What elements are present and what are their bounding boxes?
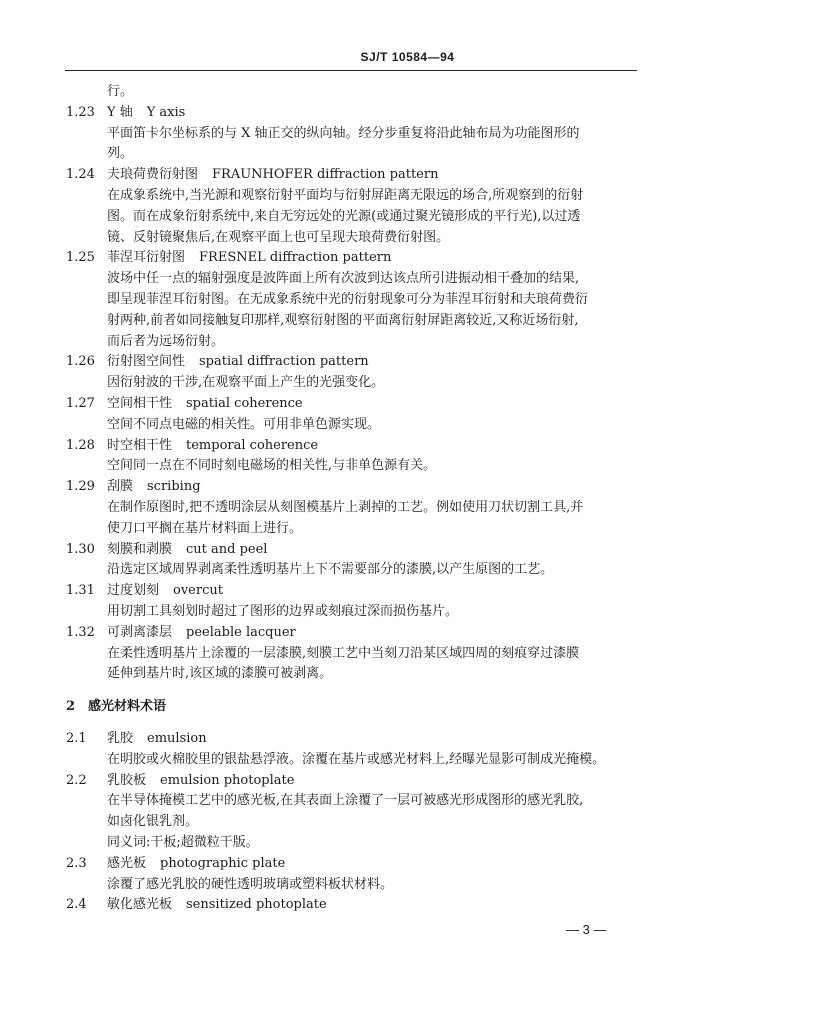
section-title: 感光材料术语 [88,698,167,714]
term-1-27-number: 1.27 [66,396,95,411]
term-2-2-title [107,771,294,791]
term-english: Y axis [146,104,186,120]
term-english: temporal coherence [186,437,319,453]
page-number: — 3 — [566,922,607,937]
document-code-header: SJ/T 10584—94 [360,50,455,64]
term-1-26-number: 1.26 [66,354,95,370]
term-chinese: 乳胶板 [107,772,147,788]
term-definition-line: 波场中任一点的辐射强度是波阵面上所有次波到达该点所引进振动相干叠加的结果, [107,271,580,287]
term-english: sensitized photoplate [186,897,327,913]
term-definition-line: 沿选定区域周界剥离柔性透明基片上下不需要部分的漆膜,以产生原图的工艺。 [107,562,554,578]
term-definition-line: 射两种,前者如同接触复印那样,观察衍射图的平面离衍射屏距离较近,又称近场衍射, [107,312,579,328]
term-english: FRESNEL diffraction pattern [199,250,392,266]
term-english: spatial diffraction pattern [199,354,369,370]
term-2-4-number: 2.4 [66,897,87,913]
term-definition-line: 空间不同点电磁的相关性。可用非单色源实现。 [107,416,381,432]
term-1-24-title [107,165,438,185]
term-chinese: 衍射图空间性 [107,354,186,370]
term-1-24-number: 1.24 [66,167,95,183]
term-definition-line: 使刀口平搁在基片材料面上进行。 [107,520,303,536]
term-chinese: 过度划刻 [107,583,160,599]
term-chinese: 夫琅荷费衍射图 [107,167,199,183]
term-2-1-title [107,729,207,749]
term-definition-line: 镜、反射镜聚焦后,在观察平面上也可呈现夫琅荷费衍射图。 [107,229,450,245]
term-definition-line: 用切割工具刻划时超过了图形的边界或刻痕过深而损伤基片。 [107,604,459,619]
term-2-1-number: 2.1 [66,730,87,746]
term-english: photographic plate [160,855,286,871]
term-1-31-title [107,581,223,601]
term-chinese: 乳胶 [107,730,134,746]
term-2-3-title [107,854,285,874]
term-chinese: 刮膜 [107,479,134,495]
term-english: emulsion [147,730,207,746]
term-1-32-number: 1.32 [66,624,95,640]
term-definition-line: 平面笛卡尔坐标系的与 X 轴正交的纵向轴。经分步重复将沿此轴布局为功能图形的 [107,125,580,141]
term-english: emulsion photoplate [160,772,295,788]
term-2-3-number: 2.3 [66,855,87,871]
term-1-23-title [107,103,185,123]
term-1-29-number: 1.29 [66,479,95,495]
term-1-25-title [107,248,391,268]
term-1-28-title [107,436,318,456]
term-chinese: 敏化感光板 [107,897,173,913]
term-definition-line: 而后者为远场衍射。 [107,333,225,349]
term-chinese: 感光板 [107,855,147,871]
term-chinese: Y 轴 [107,104,133,120]
term-chinese: 时空相干性 [107,437,173,453]
term-1-28-number: 1.28 [66,437,95,453]
section-number: 2 [66,698,76,714]
term-1-27-title [107,394,303,414]
term-1-25-number: 1.25 [66,250,95,266]
continuation-text: 行。 [107,84,134,99]
term-english: FRAUNHOFER diffraction pattern [212,167,439,183]
term-definition-line: 在成象系统中,当光源和观察衍射平面均与衍射屏距离无限远的场合,所观察到的衍射 [107,188,584,203]
term-definition-line: 在半导体掩模工艺中的感光板,在其表面上涂覆了一层可被感光形成图形的感光乳胶, [107,793,584,809]
term-definition-line: 在制作原图时,把不透明涂层从刻图模基片上剥掉的工艺。例如使用刀状切割工具,并 [107,500,584,515]
term-definition-line: 同义词:干板;超微粒干版。 [107,834,259,850]
term-1-32-title [107,623,296,643]
term-chinese: 菲涅耳衍射图 [107,250,186,266]
term-1-26-title [107,352,369,372]
term-1-30-number: 1.30 [66,541,95,557]
term-english: peelable lacquer [186,624,296,640]
term-chinese: 刻膜和剥膜 [107,541,173,557]
term-chinese: 空间相干性 [107,396,173,411]
header-rule [65,70,637,71]
term-english: cut and peel [186,541,268,557]
term-definition-line: 空间同一点在不同时刻电磁场的相关性,与非单色源有关。 [107,458,437,474]
term-chinese: 可剥离漆层 [107,624,173,640]
term-english: spatial coherence [186,396,303,411]
term-1-29-title [107,477,201,497]
term-definition-line: 图。而在成象衍射系统中,来自无穷远处的光源(或通过聚光镜形成的平行光),以过透 [107,208,581,224]
term-definition-line: 在柔性透明基片上涂覆的一层漆膜,刻膜工艺中当刻刀沿某区域四周的刻痕穿过漆膜 [107,645,580,661]
term-1-23-number: 1.23 [66,104,95,120]
term-1-30-title [107,540,267,560]
term-2-4-title [107,895,327,915]
term-definition-line: 延伸到基片时,该区域的漆膜可被剥离。 [107,666,333,682]
term-1-31-number: 1.31 [66,583,95,599]
term-definition-line: 因衍射波的干涉,在观察平面上产生的光强变化。 [107,375,385,391]
term-english: scribing [147,479,201,495]
term-definition-line: 列。 [107,146,134,162]
term-2-2-number: 2.2 [66,772,87,788]
term-definition-line: 涂覆了感光乳胶的硬性透明玻璃或塑料板状材料。 [107,876,394,892]
term-definition-line: 即呈现菲涅耳衍射图。在无成象系统中光的衍射现象可分为菲涅耳衍射和夫琅荷费衍 [107,292,589,307]
term-english: overcut [173,583,223,599]
term-definition-line: 在明胶或火棉胶里的银盐悬浮液。涂覆在基片或感光材料上,经曝光显影可制成光掩模。 [107,751,606,767]
term-definition-line: 如卤化银乳剂。 [107,814,199,830]
